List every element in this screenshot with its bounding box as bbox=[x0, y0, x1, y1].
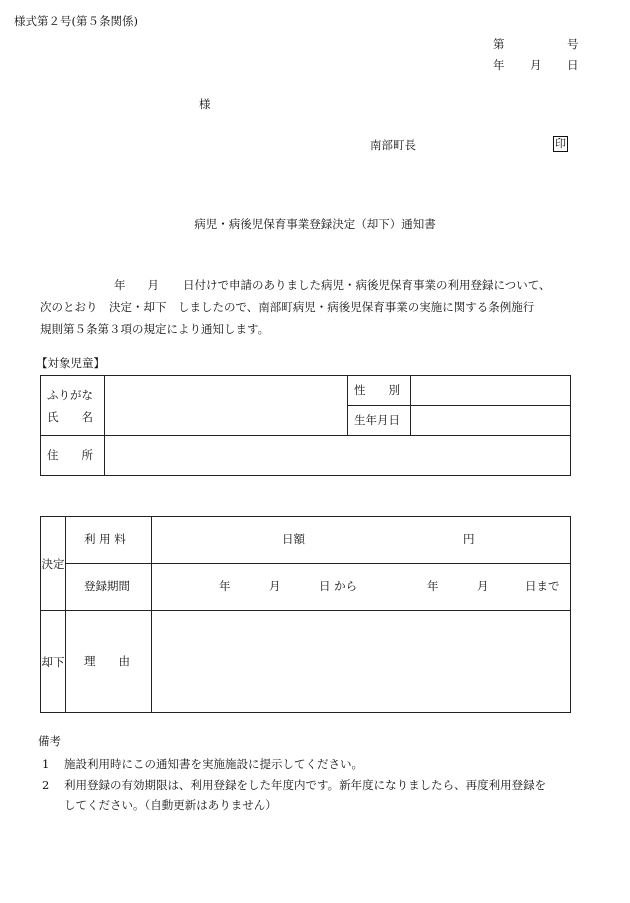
issuer-name: 南部町長 bbox=[370, 138, 416, 152]
decision-row-fee bbox=[41, 517, 571, 564]
body-line-2: 次のとおり 決定・却下 しましたので、南部町病児・病後児保育事業の実施に関する条例施行 bbox=[40, 300, 535, 314]
daily-amount-label: 日額 bbox=[282, 532, 305, 546]
period-to-day: 日まで bbox=[525, 579, 560, 593]
period-label-cell bbox=[66, 564, 152, 611]
decision-table bbox=[40, 516, 571, 713]
decision-row-period bbox=[41, 564, 571, 611]
birthdate-label: 生年月日 bbox=[354, 412, 400, 427]
birthdate-value-cell bbox=[411, 406, 571, 436]
body-line-1 bbox=[40, 274, 600, 296]
body-month: 月 bbox=[147, 278, 159, 292]
recipient-honorific: 様 bbox=[199, 97, 211, 111]
note-item bbox=[42, 775, 546, 795]
document-title: 病児・病後児保育事業登録決定（却下）通知書 bbox=[194, 217, 436, 231]
note-item-continuation: してください。（自動更新はありません） bbox=[64, 798, 277, 812]
note-number: 1 bbox=[42, 757, 50, 771]
decided-label: 決定 bbox=[41, 556, 65, 571]
form-number: 様式第２号(第５条関係) bbox=[14, 14, 138, 28]
period-to-year: 年 bbox=[427, 579, 439, 593]
birthdate-label-cell bbox=[348, 406, 411, 436]
gender-label-cell bbox=[348, 376, 411, 406]
period-to-month: 月 bbox=[477, 579, 489, 593]
date-month-label: 月 bbox=[530, 58, 542, 72]
notes-heading: 備考 bbox=[38, 734, 61, 748]
reason-label: 理 由 bbox=[84, 653, 130, 668]
document-number-prefix: 第 bbox=[493, 37, 505, 51]
note-text: 利用登録の有効期限は、利用登録をした年度内です。新年度になりましたら、再度利用登録を bbox=[64, 778, 547, 792]
gender-value-cell bbox=[411, 376, 571, 406]
child-section-heading: 【対象児童】 bbox=[36, 356, 105, 370]
fee-label-cell bbox=[66, 517, 152, 564]
rejected-label-cell bbox=[41, 611, 66, 713]
address-value-cell bbox=[105, 436, 571, 476]
yen-label: 円 bbox=[463, 532, 475, 546]
decided-label-cell bbox=[41, 517, 66, 611]
note-item bbox=[42, 754, 363, 774]
child-info-table bbox=[40, 375, 571, 476]
body-line-3: 規則第５条第３項の規定により通知します。 bbox=[40, 322, 270, 336]
fee-value-cell bbox=[152, 517, 571, 564]
period-from-month: 月 bbox=[269, 579, 281, 593]
body-line-1-rest: 日付けで申請のありました病児・病後児保育事業の利用登録について、 bbox=[183, 278, 551, 292]
note-text: 施設利用時にこの通知書を実施施設に提示してください。 bbox=[64, 757, 363, 771]
note-number: 2 bbox=[42, 778, 50, 792]
reason-value-cell bbox=[152, 611, 571, 713]
date-day-label: 日 bbox=[567, 58, 579, 72]
body-year: 年 bbox=[114, 278, 126, 292]
address-label: 住 所 bbox=[47, 447, 93, 462]
body-paragraph bbox=[40, 274, 600, 340]
child-row-address bbox=[41, 436, 571, 476]
child-row-name-gender bbox=[41, 376, 571, 406]
address-label-cell bbox=[41, 436, 105, 476]
date-year-label: 年 bbox=[493, 58, 505, 72]
gender-label: 性 別 bbox=[354, 382, 400, 397]
period-label: 登録期間 bbox=[84, 579, 130, 594]
period-from-year: 年 bbox=[219, 579, 231, 593]
furigana-label: ふりがな bbox=[47, 387, 93, 402]
reason-label-cell bbox=[66, 611, 152, 713]
name-label-cell bbox=[41, 376, 105, 436]
document-number-suffix: 号 bbox=[567, 37, 579, 51]
period-value-cell bbox=[152, 564, 571, 611]
period-from-day: 日 から bbox=[319, 579, 358, 593]
decision-row-reject bbox=[41, 611, 571, 713]
name-label: 氏 名 bbox=[47, 409, 93, 424]
seal-mark: 印 bbox=[555, 137, 566, 150]
name-value-cell bbox=[105, 376, 348, 436]
rejected-label: 却下 bbox=[41, 654, 65, 669]
fee-label: 利 用 料 bbox=[84, 532, 126, 547]
